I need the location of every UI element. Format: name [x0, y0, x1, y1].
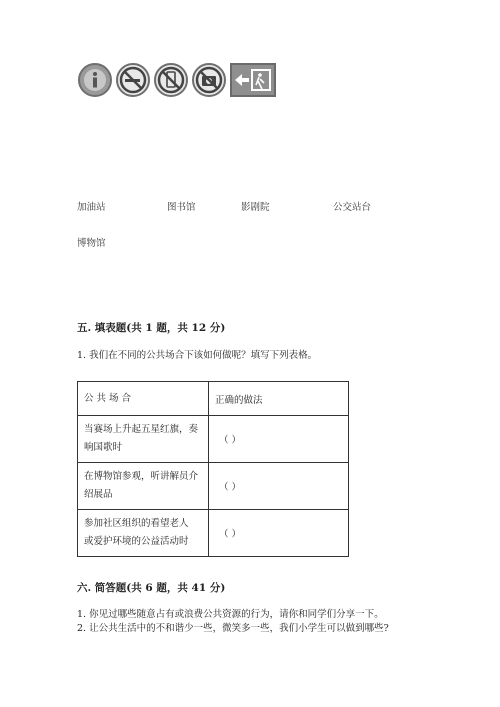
exit-sign-icon — [230, 63, 276, 97]
section-5-title: 五. 填表题(共 1 题，共 12 分) — [77, 322, 226, 334]
answer-blank[interactable]: （ ） — [219, 529, 242, 540]
table-cell-answer[interactable] — [209, 510, 349, 557]
answer-blank[interactable]: （ ） — [219, 482, 242, 493]
place-option: 加油站 — [77, 202, 106, 213]
table-row — [78, 416, 349, 463]
cell-line: 当赛场上升起五星红旗，奏 — [84, 424, 199, 435]
section-6-question: 1. 你见过哪些随意占有或浪费公共资源的行为，请你和同学们分享一下。 — [77, 609, 384, 620]
table-cell-place — [78, 463, 209, 510]
section-6-title: 六. 简答题(共 6 题，共 41 分) — [77, 582, 226, 594]
place-option: 公交站台 — [333, 202, 372, 213]
information-icon — [78, 63, 112, 97]
answer-blank[interactable]: （ ） — [219, 435, 242, 446]
table-row — [78, 510, 349, 557]
place-option: 影剧院 — [241, 202, 270, 213]
table-cell-place — [78, 510, 209, 557]
cell-line: 或爱护环境的公益活动时 — [84, 536, 189, 547]
cell-line: 响国歌时 — [84, 442, 123, 453]
cell-line: 在博物馆参观，听讲解员介 — [84, 471, 199, 482]
cell-line: 绍展品 — [84, 489, 113, 500]
no-camera-icon — [192, 63, 226, 97]
table-header-cell: 正确的做法 — [209, 382, 349, 416]
public-places-table — [77, 381, 349, 557]
table-header-row — [78, 382, 349, 416]
sign-icons-row — [78, 63, 276, 97]
place-option: 博物馆 — [77, 238, 106, 249]
table-cell-answer[interactable] — [209, 416, 349, 463]
table-row — [78, 463, 349, 510]
no-phone-icon — [154, 63, 188, 97]
table-header-cell: 公 共 场 合 — [78, 382, 209, 416]
table-cell-place — [78, 416, 209, 463]
place-option: 图书馆 — [167, 202, 196, 213]
no-smoking-icon — [116, 63, 150, 97]
section-5-question: 1. 我们在不同的公共场合下该如何做呢？填写下列表格。 — [77, 350, 318, 361]
cell-line: 参加社区组织的看望老人 — [84, 518, 189, 529]
table-cell-answer[interactable] — [209, 463, 349, 510]
section-6-question: 2. 让公共生活中的不和谐少一些，微笑多一些，我们小学生可以做到哪些? — [77, 623, 389, 634]
